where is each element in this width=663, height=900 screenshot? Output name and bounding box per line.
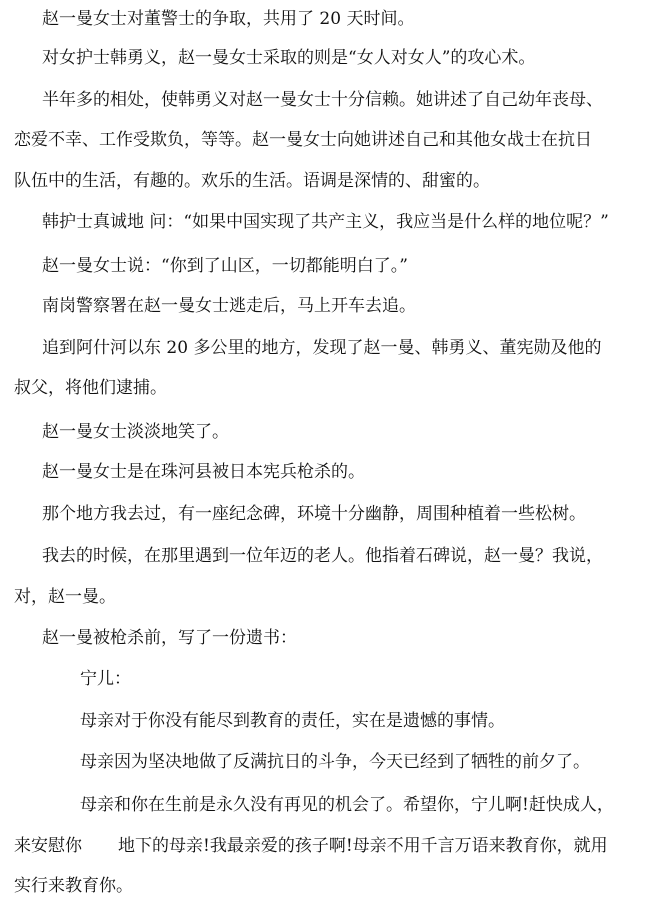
text-line: 赵一曼女士对董警士的争取，共用了 20 天时间。 [42, 9, 415, 29]
letter-line: 母亲对于你没有能尽到教育的责任，实在是遗憾的事情。 [80, 711, 505, 731]
text-line: 赵一曼女士淡淡地笑了。 [42, 422, 229, 442]
letter-line: 母亲因为坚决地做了反满抗日的斗争，今天已经到了牺牲的前夕了。 [80, 752, 590, 772]
text-line: 追到阿什河以东 20 多公里的地方，发现了赵一曼、韩勇义、董宪勋及他的 [42, 338, 602, 358]
text-line: 我去的时候，在那里遇到一位年迈的老人。他指着石碑说，赵一曼？我说， [42, 546, 603, 566]
letter-salutation: 宁儿： [80, 669, 131, 689]
text-line: 恋爱不幸、工作受欺负，等等。赵一曼女士向她讲述自己和其他女战士在抗日 [14, 130, 592, 150]
text-line: 对女护士韩勇义，赵一曼女士采取的则是“女人对女人”的攻心术。 [42, 48, 536, 68]
text-line: 半年多的相处，使韩勇义对赵一曼女士十分信赖。她讲述了自己幼年丧母、 [42, 90, 603, 110]
text-line: 赵一曼女士是在珠河县被日本宪兵枪杀的。 [42, 462, 365, 482]
text-line: 南岗警察署在赵一曼女士逃走后，马上开车去追。 [42, 296, 416, 316]
text-line: 叔父，将他们逮捕。 [14, 378, 167, 398]
text-line: 队伍中的生活，有趣的。欢乐的生活。语调是深情的、甜蜜的。 [14, 171, 490, 191]
letter-line: 母亲和你在生前是永久没有再见的机会了。希望你，宁儿啊!赶快成人， [80, 795, 614, 815]
letter-line-part: 地下的母亲!我最亲爱的孩子啊!母亲不用千言万语来教育你，就用 [118, 836, 608, 856]
text-line: 赵一曼被枪杀前，写了一份遗书： [42, 628, 297, 648]
text-line: 对，赵一曼。 [14, 587, 116, 607]
text-line: 那个地方我去过，有一座纪念碑，环境十分幽静，周围种植着一些松树。 [42, 504, 586, 524]
letter-line [14, 835, 656, 857]
letter-line: 实行来教育你。 [14, 876, 133, 896]
text-line: 韩护士真诚地 问：“如果中国实现了共产主义，我应当是什么样的地位呢？” [42, 212, 609, 232]
text-line: 赵一曼女士说：“你到了山区，一切都能明白了。” [42, 256, 408, 276]
letter-line-part: 来安慰你 [14, 836, 82, 856]
